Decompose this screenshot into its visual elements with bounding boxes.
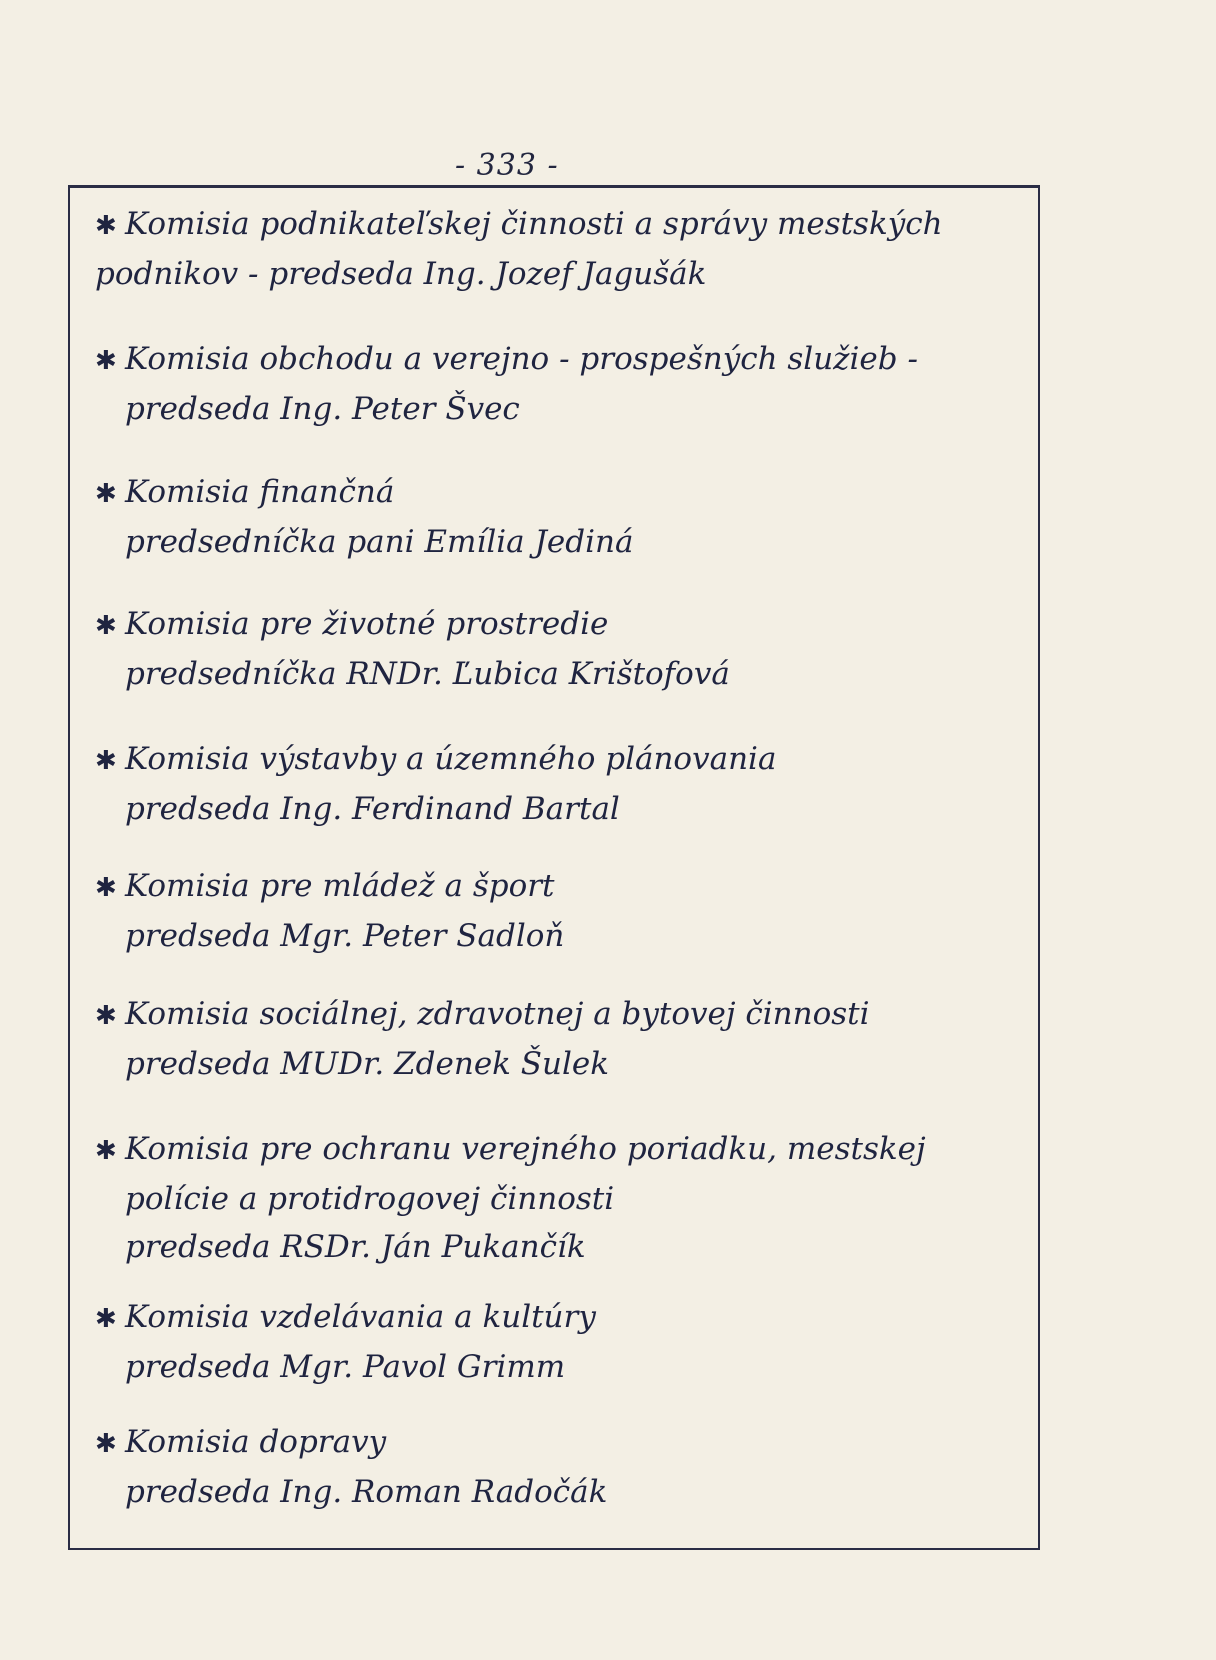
asterisk-bullet-icon: ✱ — [95, 1429, 117, 1459]
list-item — [95, 990, 870, 1088]
commission-chair: podnikov - predseda Ing. Jozef Jagušák — [95, 256, 707, 292]
page-number: - 333 - — [455, 148, 559, 183]
list-item — [95, 735, 776, 833]
commission-title: Komisia pre ochranu verejného poriadku, mestskej — [125, 1131, 926, 1167]
commission-chair: predseda Ing. Peter Švec — [125, 391, 520, 427]
commission-chair: predseda Mgr. Peter Sadloň — [125, 918, 565, 954]
list-item — [95, 1125, 926, 1271]
asterisk-bullet-icon: ✱ — [95, 1001, 117, 1031]
commission-title: Komisia pre mládež a šport — [125, 868, 555, 904]
list-item — [95, 468, 633, 566]
commission-title: Komisia finančná — [125, 474, 395, 510]
asterisk-bullet-icon: ✱ — [95, 211, 117, 241]
list-item — [95, 600, 730, 698]
list-item — [95, 200, 943, 298]
commission-chair: predseda Mgr. Pavol Grimm — [125, 1349, 566, 1385]
commission-chair: predseda RSDr. Ján Pukančík — [125, 1229, 586, 1265]
commission-title: Komisia obchodu a verejno - prospešných služieb - — [125, 341, 918, 377]
commission-title: Komisia sociálnej, zdravotnej a bytovej činnosti — [125, 996, 870, 1032]
commission-chair: predseda Ing. Roman Radočák — [125, 1474, 608, 1510]
commission-chair: predsedníčka RNDr. Ľubica Krištofová — [125, 656, 730, 692]
list-item — [95, 862, 564, 960]
asterisk-bullet-icon: ✱ — [95, 746, 117, 776]
asterisk-bullet-icon: ✱ — [95, 479, 117, 509]
list-item — [95, 1418, 607, 1516]
asterisk-bullet-icon: ✱ — [95, 1304, 117, 1334]
asterisk-bullet-icon: ✱ — [95, 346, 117, 376]
list-item — [95, 1293, 596, 1391]
asterisk-bullet-icon: ✱ — [95, 611, 117, 641]
list-item — [95, 335, 918, 433]
asterisk-bullet-icon: ✱ — [95, 1136, 117, 1166]
commission-title: Komisia pre životné prostredie — [125, 606, 609, 642]
commission-title-continued: polície a protidrogovej činnosti — [125, 1181, 615, 1217]
commission-title: Komisia podnikateľskej činnosti a správy mestských — [125, 206, 943, 242]
commission-title: Komisia dopravy — [125, 1424, 387, 1460]
commission-title: Komisia vzdelávania a kultúry — [125, 1299, 596, 1335]
commission-chair: predseda Ing. Ferdinand Bartal — [125, 791, 620, 827]
commission-title: Komisia výstavby a územného plánovania — [125, 741, 777, 777]
asterisk-bullet-icon: ✱ — [95, 873, 117, 903]
commission-chair: predseda MUDr. Zdenek Šulek — [125, 1046, 610, 1082]
commission-chair: predsedníčka pani Emília Jediná — [125, 524, 634, 560]
